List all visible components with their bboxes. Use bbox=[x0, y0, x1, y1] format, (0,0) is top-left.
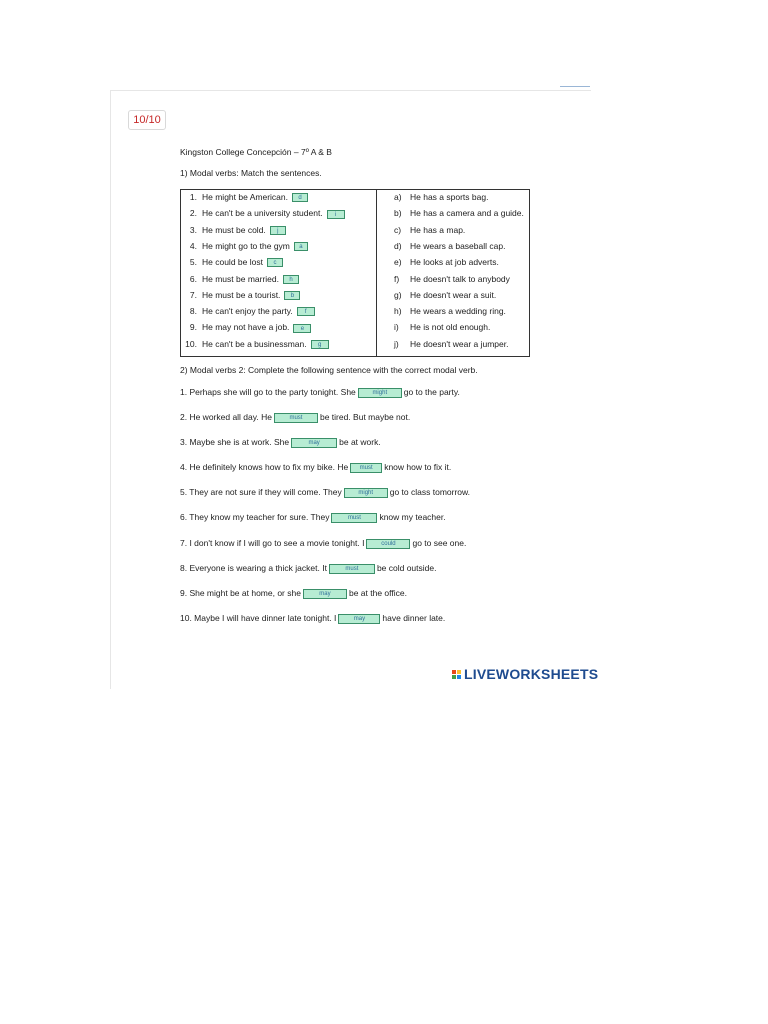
item-text: He doesn't wear a jumper. bbox=[410, 338, 509, 349]
match-right-item bbox=[394, 290, 496, 304]
match-table bbox=[180, 189, 530, 357]
sentence-before: 1. Perhaps she will go to the party tonight. She bbox=[180, 387, 356, 397]
liveworksheets-logo bbox=[452, 666, 598, 682]
item-text: He could be lost bbox=[202, 257, 263, 268]
answer-input[interactable]: e bbox=[293, 324, 311, 333]
sentence-before: 3. Maybe she is at work. She bbox=[180, 437, 290, 447]
modal-answer-input[interactable]: may bbox=[291, 438, 337, 448]
item-number: 1. bbox=[189, 192, 197, 202]
section1-title: 1) Modal verbs: Match the sentences. bbox=[180, 168, 322, 178]
item-text: He has a sports bag. bbox=[410, 192, 489, 202]
item-letter: e) bbox=[394, 257, 402, 268]
match-right-item bbox=[394, 257, 499, 271]
sentence-item bbox=[180, 563, 436, 574]
answer-input[interactable]: c bbox=[267, 258, 283, 267]
sentence-item bbox=[180, 613, 445, 624]
answer-input[interactable]: f bbox=[297, 307, 315, 316]
item-text: He wears a baseball cap. bbox=[410, 240, 506, 251]
item-letter: g) bbox=[394, 289, 402, 300]
match-right-item bbox=[394, 322, 490, 336]
item-letter: f) bbox=[394, 273, 400, 284]
item-text: He can't be a university student. bbox=[202, 208, 323, 219]
sentence-after: know my teacher. bbox=[379, 512, 446, 522]
item-text: He doesn't talk to anybody bbox=[410, 273, 510, 284]
sentence-item bbox=[180, 387, 460, 398]
item-number: 7. bbox=[189, 289, 197, 300]
sentence-before: 9. She might be at home, or she bbox=[180, 588, 301, 598]
item-letter: c) bbox=[394, 224, 402, 235]
sentence-after: go to see one. bbox=[412, 538, 467, 548]
sentence-item bbox=[180, 462, 451, 473]
match-right-item bbox=[394, 274, 510, 288]
sentence-after: be tired. But maybe not. bbox=[319, 412, 411, 422]
sentence-before: 4. He definitely knows how to fix my bike. He bbox=[180, 462, 349, 472]
sentence-before: 7. I don't know if I will go to see a movie tonight. I bbox=[180, 538, 365, 548]
item-number: 8. bbox=[189, 306, 197, 317]
item-letter: d) bbox=[394, 240, 402, 251]
section2-title: 2) Modal verbs 2: Complete the following sentence with the correct modal verb. bbox=[180, 365, 478, 375]
sentence-after: be at the office. bbox=[348, 588, 407, 598]
sentence-after: go to class tomorrow. bbox=[389, 487, 471, 497]
sentence-item bbox=[180, 588, 407, 599]
item-text: He might go to the gym bbox=[202, 240, 290, 251]
item-text: He wears a wedding ring. bbox=[410, 306, 506, 317]
sentence-item bbox=[180, 412, 410, 423]
sentence-item bbox=[180, 538, 466, 549]
item-text: He might be American. bbox=[202, 192, 288, 202]
modal-answer-input[interactable]: must bbox=[329, 564, 375, 574]
top-divider bbox=[560, 86, 590, 87]
sentence-item bbox=[180, 512, 446, 523]
item-number: 2. bbox=[189, 208, 197, 219]
item-text: He is not old enough. bbox=[410, 322, 491, 333]
match-left-item bbox=[183, 339, 329, 353]
match-right-item bbox=[394, 306, 506, 320]
sentence-before: 2. He worked all day. He bbox=[180, 412, 272, 422]
item-text: He looks at job adverts. bbox=[410, 257, 499, 268]
item-text: He must be cold. bbox=[202, 224, 266, 235]
item-text: He must be married. bbox=[202, 273, 279, 284]
modal-answer-input[interactable]: may bbox=[303, 589, 347, 599]
item-text: He can't enjoy the party. bbox=[202, 306, 293, 317]
item-text: He doesn't wear a suit. bbox=[410, 289, 497, 300]
match-right-item bbox=[394, 339, 508, 353]
item-letter: j) bbox=[394, 338, 399, 349]
match-left-item bbox=[183, 225, 286, 239]
logo-text: LIVEWORKSHEETS bbox=[464, 666, 599, 682]
item-number: 9. bbox=[189, 322, 197, 333]
match-left-item bbox=[183, 290, 300, 304]
match-left-item bbox=[183, 274, 299, 288]
item-letter: b) bbox=[394, 208, 402, 219]
item-text: He must be a tourist. bbox=[202, 289, 281, 300]
sentence-before: 5. They are not sure if they will come. They bbox=[180, 487, 342, 497]
answer-input[interactable]: i bbox=[327, 210, 345, 219]
item-number: 3. bbox=[189, 224, 197, 235]
worksheet-header: Kingston College Concepción – 7º A & B bbox=[180, 147, 332, 157]
match-left-item bbox=[183, 306, 315, 320]
item-text: He can't be a businessman. bbox=[202, 338, 307, 349]
sentence-after: be cold outside. bbox=[376, 563, 437, 573]
modal-answer-input[interactable]: must bbox=[274, 413, 318, 423]
sentence-item bbox=[180, 437, 381, 448]
modal-answer-input[interactable]: may bbox=[338, 614, 380, 624]
match-right-item bbox=[394, 208, 524, 222]
item-text: He has a camera and a guide. bbox=[410, 208, 524, 219]
score-badge: 10/10 bbox=[128, 110, 166, 130]
answer-input[interactable]: b bbox=[284, 291, 300, 300]
answer-input[interactable]: g bbox=[311, 340, 329, 349]
sentence-before: 8. Everyone is wearing a thick jacket. It bbox=[180, 563, 327, 573]
answer-input[interactable]: a bbox=[294, 242, 308, 251]
match-right-item bbox=[394, 192, 488, 206]
modal-answer-input[interactable]: must bbox=[350, 463, 382, 473]
sentence-after: be at work. bbox=[339, 437, 381, 447]
match-left-item bbox=[183, 192, 308, 206]
answer-input[interactable]: j bbox=[270, 226, 286, 235]
match-left-item bbox=[183, 257, 283, 271]
modal-answer-input[interactable]: could bbox=[366, 539, 410, 549]
item-letter: a) bbox=[394, 192, 402, 202]
item-letter: h) bbox=[394, 306, 402, 317]
sentence-after: know how to fix it. bbox=[384, 462, 452, 472]
modal-answer-input[interactable]: might bbox=[358, 388, 402, 398]
match-right-item bbox=[394, 225, 465, 239]
item-number: 5. bbox=[189, 257, 197, 268]
item-number: 6. bbox=[189, 273, 197, 284]
modal-answer-input[interactable]: might bbox=[344, 488, 388, 498]
sentence-item bbox=[180, 487, 470, 498]
match-left-item bbox=[183, 208, 345, 222]
item-number: 4. bbox=[189, 240, 197, 251]
sentence-after: have dinner late. bbox=[382, 613, 446, 623]
sentence-before: 6. They know my teacher for sure. They bbox=[180, 512, 330, 522]
match-left-item bbox=[183, 322, 311, 336]
modal-answer-input[interactable]: must bbox=[331, 513, 377, 523]
answer-input[interactable]: h bbox=[283, 275, 299, 284]
sentence-before: 10. Maybe I will have dinner late tonight. I bbox=[180, 613, 337, 623]
match-left-item bbox=[183, 241, 308, 255]
item-text: He has a map. bbox=[410, 224, 466, 235]
table-divider bbox=[376, 190, 377, 356]
item-number: 10. bbox=[185, 338, 197, 349]
match-right-item bbox=[394, 241, 505, 255]
logo-icon bbox=[452, 670, 462, 680]
sentence-after: go to the party. bbox=[403, 387, 460, 397]
item-text: He may not have a job. bbox=[202, 322, 290, 333]
item-letter: i) bbox=[394, 322, 399, 333]
answer-input[interactable]: d bbox=[292, 193, 308, 202]
